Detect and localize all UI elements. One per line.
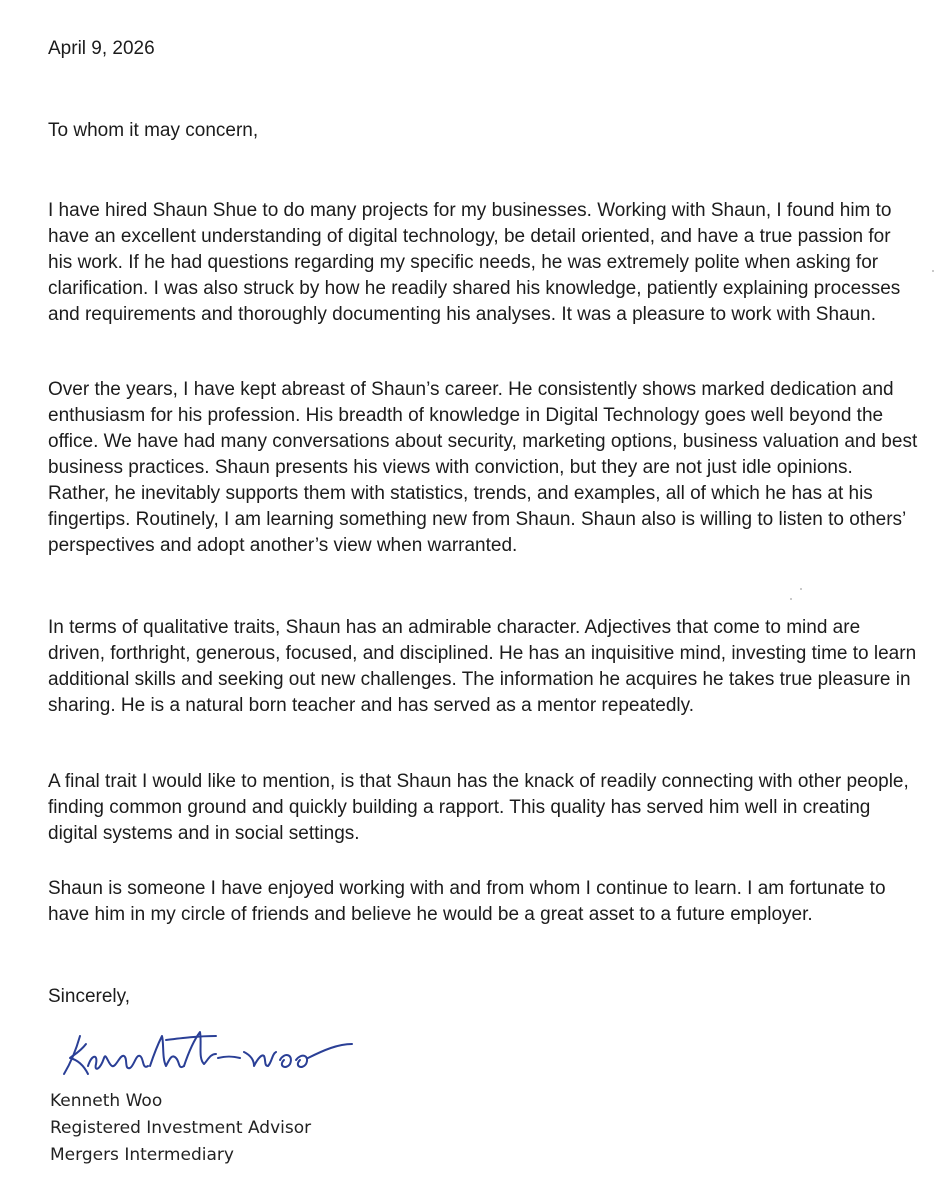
paragraph-3: In terms of qualitative traits, Shaun has an admirable character. Adjectives that come to mind are driven, forthright, generous, focused, and disciplined. He has an inquisitive mind, investing time to learn additional skills and seeking out new challenges. The information he acquires he takes true pleasure in sharing. He is a natural born teacher and has served as a mentor repeatedly. bbox=[48, 617, 917, 716]
paragraph-4: A final trait I would like to mention, is that Shaun has the knack of readily connecting with other people, finding common ground and quickly building a rapport. This quality has served him well in creating digital systems and in social settings. bbox=[48, 771, 909, 844]
signer-title: Registered Investment Advisor bbox=[50, 1118, 312, 1138]
scan-speck bbox=[800, 588, 802, 590]
scan-speck bbox=[932, 270, 934, 272]
paragraph-5: Shaun is someone I have enjoyed working with and from whom I continue to learn. I am fortunate to have him in my circle of friends and believe he would be a great asset to a future employer. bbox=[48, 878, 886, 925]
scan-speck bbox=[790, 598, 792, 600]
letter-date: April 9, 2026 bbox=[48, 38, 155, 59]
salutation: To whom it may concern, bbox=[48, 120, 259, 141]
signer-name: Kenneth Woo bbox=[50, 1091, 163, 1111]
closing: Sincerely, bbox=[48, 986, 131, 1007]
paragraph-1: I have hired Shaun Shue to do many projects for my businesses. Working with Shaun, I found him to have an excellent understanding of digital technology, be detail oriented, and have a true passion for his work. If he had questions regarding my specific needs, he was extremely polite when asking for clarification. I was also struck by how he readily shared his knowledge, patiently explaining processes and requirements and thoroughly documenting his analyses. It was a pleasure to work with Shaun. bbox=[48, 200, 901, 325]
handwritten-signature bbox=[58, 1014, 358, 1084]
signer-role: Mergers Intermediary bbox=[50, 1145, 234, 1165]
paragraph-2: Over the years, I have kept abreast of Shaun’s career. He consistently shows marked dedication and enthusiasm for his profession. His breadth of knowledge in Digital Technology goes well beyond the office. We have had many conversations about security, marketing options, business valuation and best business practices. Shaun presents his views with conviction, but they are not just idle opinions. Rather, he inevitably supports them with statistics, trends, and examples, all of which he has at his fingertips. Routinely, I am learning something new from Shaun. Shaun also is willing to listen to others’ perspectives and adopt another’s view when warranted. bbox=[48, 379, 918, 556]
signer-block bbox=[50, 1088, 311, 1169]
